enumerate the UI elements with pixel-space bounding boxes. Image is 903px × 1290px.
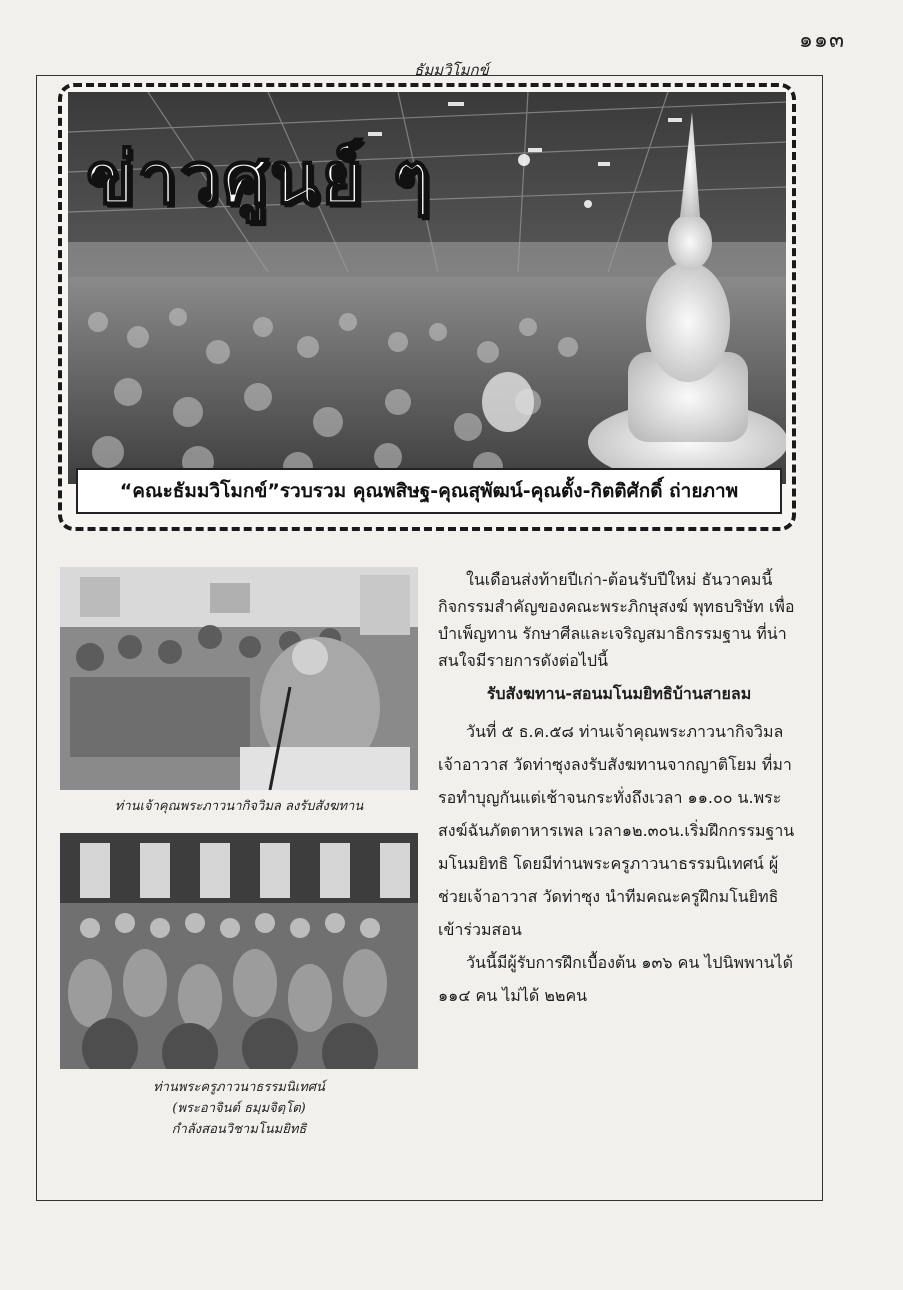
- photo2-caption: [60, 1077, 418, 1140]
- article-paragraph-2: วันนี้มีผู้รับการฝึกเบื้องต้น ๑๓๖ คน ไปนิพพานได้ ๑๑๔ คน ไม่ได้ ๒๒คน: [438, 953, 793, 1005]
- photo1-caption: ท่านเจ้าคุณพระภาวนากิจวิมล ลงรับสังฆทาน: [114, 799, 364, 814]
- article-intro: ในเดือนส่งท้ายปีเก่า-ต้อนรับปีใหม่ ธันวาคมนี้ กิจกรรมสำคัญของคณะพระภิกษุสงฆ์ พุทธบริษัท เพื่อบำเพ็ญทาน รักษาศีลและเจริญสมาธิกรรมฐาน ที่น่าสนใจมีรายการดังต่อไปนี้: [438, 570, 795, 670]
- news-section-title: ข่าวศูนย์ ๆ: [86, 136, 433, 220]
- photo2-caption-line1: ท่านพระครูภาวนาธรรมนิเทศน์: [153, 1080, 325, 1095]
- photo-meditation-class: [60, 833, 418, 1069]
- banner-photo-hall-crowd: [68, 92, 786, 484]
- article-paragraph-1: วันที่ ๕ ธ.ค.๕๘ ท่านเจ้าคุณพระภาวนากิจวิมล เจ้าอาวาส วัดท่าซุงลงรับสังฆทานจากญาติโยม ที่มารอทำบุญกันแต่เช้าจนกระทั่งถึงเวลา ๑๑.๐๐ น.พระสงฆ์ฉันภัตตาหารเพล เวลา๑๒.๓๐น.เริ่มฝึกกรรมฐานมโนมยิทธิ โดยมีท่านพระครูภาวนาธรรมนิเทศน์ ผู้ช่วยเจ้าอาวาส วัดท่าซุง นำทีมคณะครูฝึกมโนยิทธิเข้าร่วมสอน: [438, 722, 795, 939]
- article-subheading: รับสังฆทาน-สอนมโนมยิทธิบ้านสายลม: [486, 684, 752, 703]
- photo2-caption-line2: (พระอาจินต์ ธมฺมจิตฺโต): [172, 1101, 306, 1116]
- page-number: ๑๑๓: [799, 28, 845, 53]
- article-body: [438, 566, 800, 1012]
- running-header: ธัมมวิโมกข์: [414, 61, 489, 79]
- photo-monk-receiving-offerings: [60, 567, 418, 790]
- photo2-caption-line3: กำลังสอนวิชามโนมยิทธิ: [171, 1122, 307, 1137]
- banner-photo-credit: “คณะธัมมวิโมกข์”รวบรวม คุณพสิษฐ-คุณสุพัฒน์-คุณตั้ง-กิตติศักดิ์ ถ่ายภาพ: [76, 468, 782, 514]
